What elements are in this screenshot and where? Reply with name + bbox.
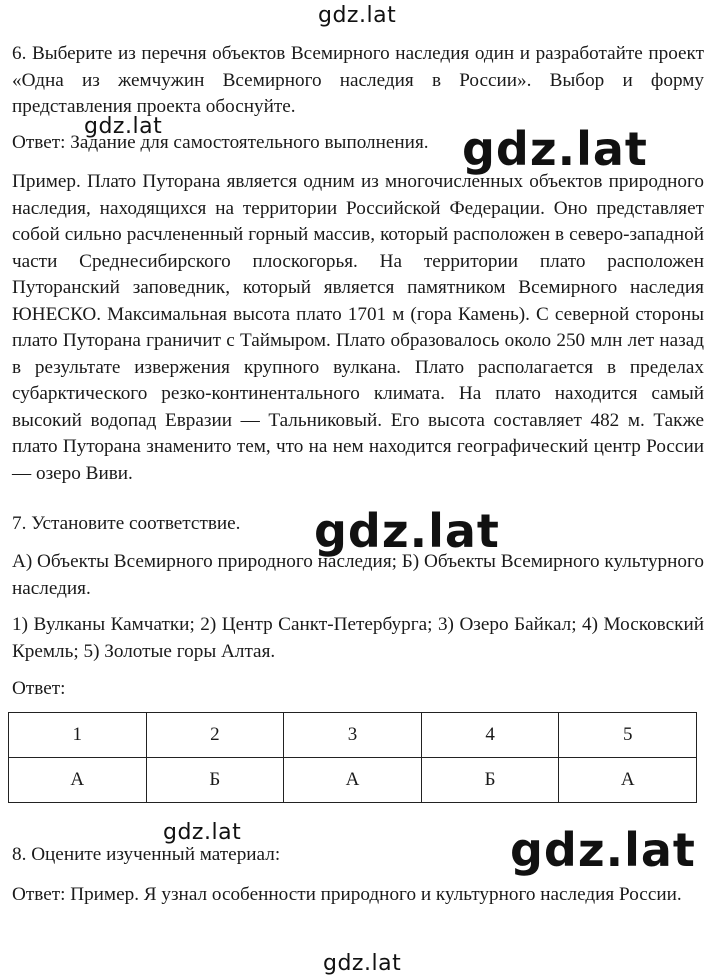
q6-question: 6. Выберите из перечня объектов Всемирного наследия один и разработайте проект «Одна из жемчужин Всемирного наследия в России». Выбор и форму представления проекта обоснуйте. [12, 43, 704, 117]
table-cell: 1 [9, 713, 147, 758]
watermark-q6-small: gdz.lat [84, 114, 163, 139]
table-cell: А [9, 758, 147, 803]
watermark-q7-large: gdz.lat [314, 504, 500, 558]
watermark-q8-small: gdz.lat [163, 820, 242, 845]
q6-answer: Ответ: Задание для самостоятельного выполнения. [12, 132, 429, 153]
q8-question: 8. Оцените изученный материал: [12, 844, 281, 865]
table-cell: А [284, 758, 422, 803]
watermark-bottom: gdz.lat [323, 951, 402, 976]
watermark-q6-large: gdz.lat [462, 122, 648, 176]
table-cell: 5 [559, 713, 697, 758]
q8-answer: Ответ: Пример. Я узнал особенности природного и культурного наследия России. [12, 884, 682, 905]
q7-answer-label: Ответ: [12, 678, 66, 699]
table-row [9, 758, 697, 803]
watermark-q8-large: gdz.lat [510, 823, 696, 877]
q7-question: 7. Установите соответствие. [12, 513, 241, 534]
table-cell: 2 [146, 713, 284, 758]
q7-groups: А) Объекты Всемирного природного наследия; Б) Объекты Всемирного культурного наследия. [12, 551, 704, 599]
q7-items: 1) Вулканы Камчатки; 2) Центр Санкт-Петербурга; 3) Озеро Байкал; 4) Московский Кремль; 5) Золотые горы Алтая. [12, 614, 704, 662]
table-cell: Б [421, 758, 559, 803]
table-cell: 4 [421, 713, 559, 758]
watermark-top: gdz.lat [318, 3, 397, 28]
q6-example: Пример. Плато Путорана является одним из многочисленных объектов природного наследия, находящихся на территории Российской Федерации. Оно представляет собой сильно расчлененный горный массив, который расположен в северо-западной части Среднесибирского плоскогорья. На территории плато расположен Путоранский заповедник, который является памятником Всемирного наследия ЮНЕСКО. Максимальная высота плато 1701 м (гора Камень). С северной стороны плато Путорана граничит с Таймыром. Плато образовалось около 250 млн лет назад в результате извержения крупного вулкана. Плато располагается в пределах субарктического резко-континентального климата. На плато находится самый высокий водопад Евразии — Тальниковый. Его высота составляет 482 м. Также плато Путорана знаменито тем, что на нем находится географический центр России — озеро Виви. [12, 171, 704, 484]
q7-answer-table [8, 712, 697, 803]
table-cell: 3 [284, 713, 422, 758]
table-cell: Б [146, 758, 284, 803]
table-cell: А [559, 758, 697, 803]
table-header-row [9, 713, 697, 758]
